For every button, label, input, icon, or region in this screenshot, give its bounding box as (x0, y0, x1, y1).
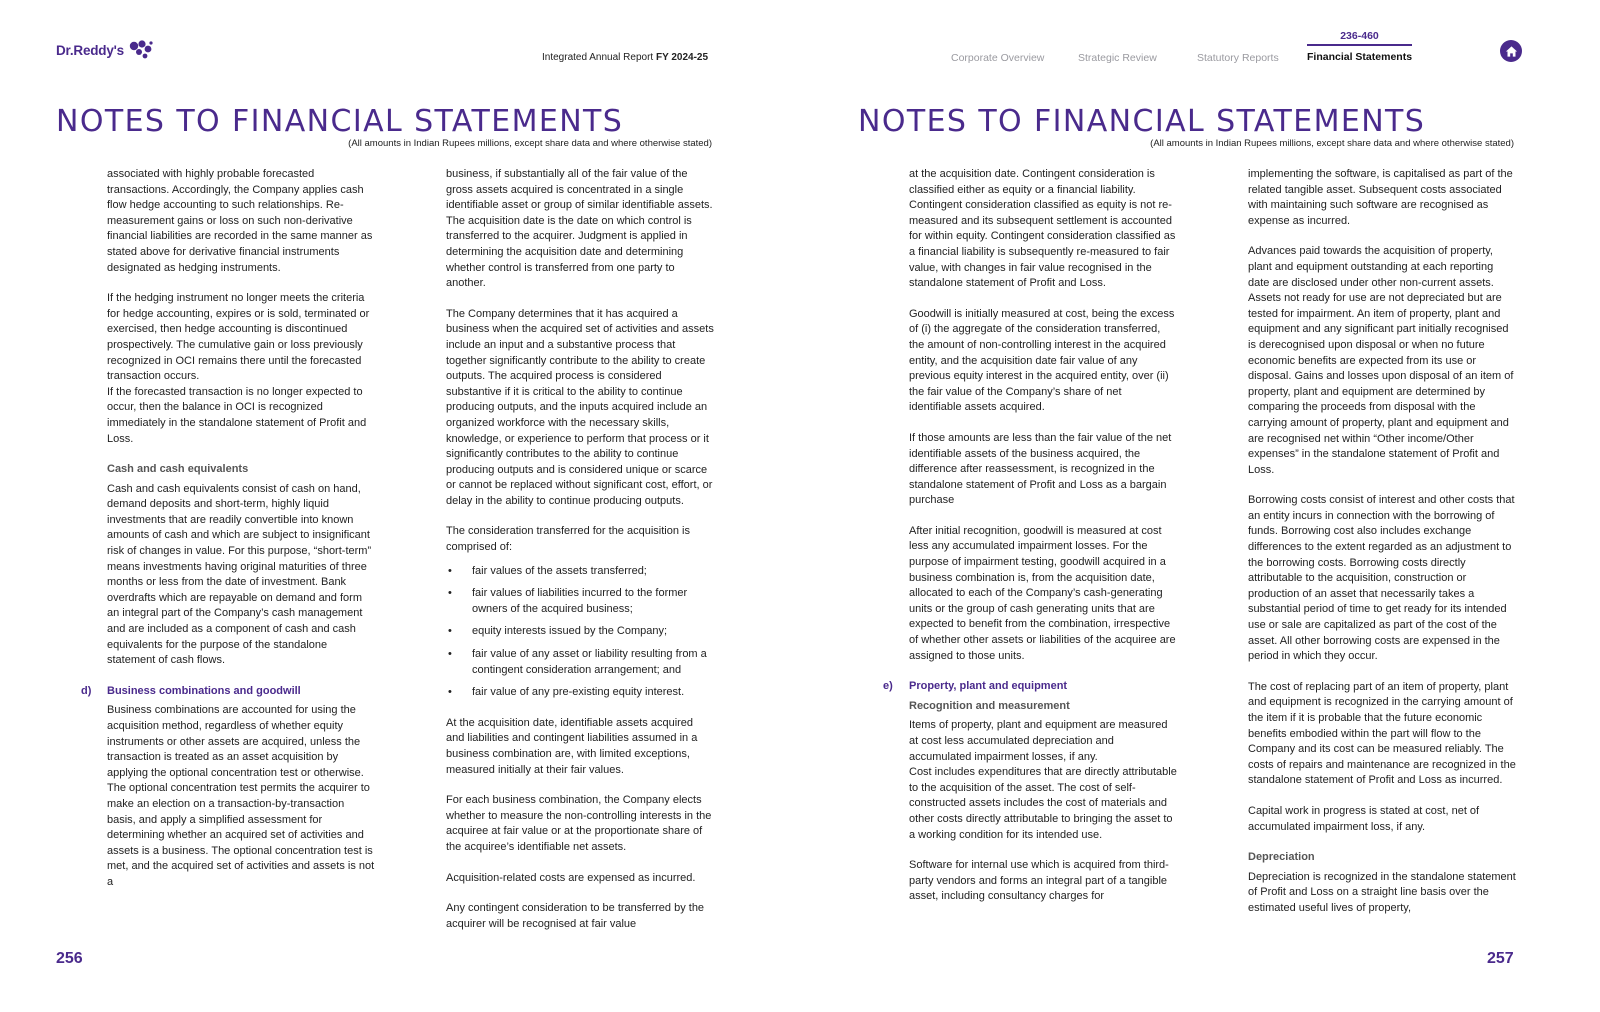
paragraph: The consideration transferred for the acquisition is comprised of: (446, 525, 690, 554)
subheading-cash-equivalents: Cash and cash equivalents (107, 463, 249, 476)
paragraph: If the hedging instrument no longer meets the criteria for hedge accounting, expires or is sold, terminated or exercised, then hedge accounting is discontinued prospectively. The cumulative gain or loss previously recognized in OCI remains there until the forecasted transaction occurs. (107, 292, 370, 383)
paragraph: at the acquisition date. Contingent consideration is classified either as equity or a financial liability. Contingent consideration classified as equity is not re-measured and its subsequent settlement is accounted for within equity. Contingent consideration classified as a financial liability is subsequently re-measured to fair value, with changes in fair value recognised in the standalone statement of Profit and Loss. (909, 168, 1176, 290)
nav-active-label: Financial Statements (1307, 51, 1413, 63)
column-3 (883, 167, 1177, 920)
paragraph: Goodwill is initially measured at cost, being the excess of (i) the aggregate of the consideration transferred, the amount of non-controlling interest in the acquired entity, and the acquisition date fair value of any previous equity interest in the acquired entity, over (ii) the fair value of the Company’s share of net identifiable assets acquired. (909, 307, 1175, 414)
paragraph: Items of property, plant and equipment are measured at cost less accumulated depreciation and accumulated impairment losses, if any. (909, 719, 1168, 763)
paragraph: Depreciation is recognized in the standalone statement of Profit and Loss on a straight line basis over the estimated useful lives of property, (1248, 870, 1516, 914)
paragraph: At the acquisition date, identifiable assets acquired and liabilities and contingent liabilities assumed in a business combination are, with limited exceptions, measured initially at their fair values. (446, 716, 698, 776)
section-title: Property, plant and equipment (909, 680, 1068, 693)
page-number-right: 257 (1487, 950, 1514, 967)
report-title-prefix: Integrated Annual Report (542, 52, 656, 63)
paragraph: implementing the software, is capitalised as part of the related tangible asset. Subsequent costs associated with maintaining such software are recognised as expense as incurred. (1248, 168, 1513, 227)
list-item: • fair values of liabilities incurred to the former owners of the acquired business; (446, 586, 714, 617)
paragraph: After initial recognition, goodwill is measured at cost less any accumulated impairment losses. For the purpose of impairment testing, goodwill acquired in a business combination is, from the acquisition date, allocated to each of the Company’s cash-generating units or the group of cash generating units that are expected to benefit from the combination, irrespective of whether other assets or liabilities of the acquiree are assigned to those units. (909, 524, 1176, 662)
paragraph: business, if substantially all of the fair value of the gross assets acquired is concentrated in a single identifiable asset or group of similar identifiable assets. The acquisition date is the date on which control is transferred to the acquirer. Judgment is applied in determining the acquisition date and determining whether control is transferred from one party to another. (446, 168, 713, 290)
nav-corporate-overview[interactable]: Corporate Overview (951, 52, 1045, 64)
paragraph: Acquisition-related costs are expensed as incurred. (446, 871, 696, 884)
nav-strategic-review[interactable]: Strategic Review (1078, 52, 1157, 64)
paragraph: Borrowing costs consist of interest and other costs that an entity incurs in connection with the borrowing of funds. Borrowing cost also includes exchange differences to the extent regarded as an adjustment to the borrowing costs. Borrowing costs directly attributable to the acquisition, construction or production of an asset that necessarily takes a substantial period of time to get ready for its intended use or sale are capitalized as part of the cost of the asset. All other borrowing costs are expensed in the period in which they occur. (1248, 494, 1515, 663)
logo-text: Dr.Reddy's (56, 42, 124, 58)
subheading-recognition: Recognition and measurement (909, 699, 1070, 712)
list-item: • fair value of any pre-existing equity interest. (446, 685, 714, 701)
page-heading-right: NOTES TO FINANCIAL STATEMENTS (858, 104, 1426, 139)
section-heading-ppe (883, 679, 1177, 695)
home-icon (1505, 45, 1518, 58)
page-subheading-right: (All amounts in Indian Rupees millions, except share data and where otherwise stated) (1150, 138, 1514, 149)
paragraph: Advances paid towards the acquisition of property, plant and equipment outstanding at each reporting date are disclosed under other non-current assets. Assets not ready for use are not depreciated but are tested for impairment. An item of property, plant and equipment and any significant part initially recognised is derecognised upon disposal or when no future economic benefits are expected from its use or disposal. Gains and losses upon disposal of an item of property, plant and equipment are determined by comparing the proceeds from disposal with the carrying amount of property, plant and equipment and are recognised net within “Other income/Other expenses” in the standalone statement of Profit and Loss. (1248, 245, 1514, 476)
list-item: • equity interests issued by the Company; (446, 624, 714, 640)
section-letter: e) (883, 680, 893, 693)
paragraph: The cost of replacing part of an item of property, plant and equipment is recognized in the carrying amount of the item if it is probable that the future economic benefits embodied within the part will flow to the Company and its cost can be measured reliably. The costs of repairs and maintenance are recognized in the standalone statement of Profit and Loss as incurred. (1248, 680, 1516, 787)
home-button[interactable] (1500, 40, 1522, 62)
paragraph: If those amounts are less than the fair value of the net identifiable assets of the business acquired, the difference after reassessment, is recognized in the standalone statement of Profit and Loss as a bargain purchase (909, 431, 1172, 507)
paragraph: For each business combination, the Company elects whether to measure the non-controlling interests in the acquiree at fair value or at the proportionate share of the acquiree’s identifiable net assets. (446, 794, 712, 853)
column-2 (446, 167, 714, 947)
list-item: • fair value of any asset or liability resulting from a contingent consideration arrangement; and (446, 647, 714, 678)
section-letter: d) (81, 684, 92, 697)
page-subheading-left: (All amounts in Indian Rupees millions, except share data and where otherwise stated) (348, 138, 712, 149)
report-title-year: FY 2024-25 (655, 52, 709, 63)
consideration-list (446, 564, 714, 701)
paragraph: Business combinations are accounted for using the acquisition method, regardless of whether equity instruments or other assets are acquired, unless the transaction is treated as an asset acquisition by applying the optional concentration test or otherwise. The optional concentration test permits the acquirer to make an election on a transaction-by-transaction basis, and apply a simplified assessment for determining whether an acquired set of activities and assets is a business. The optional concentration test is met, and the acquired set of activities and assets is not a (107, 704, 375, 888)
paragraph: Capital work in progress is stated at cost, net of accumulated impairment loss, if any. (1248, 804, 1480, 833)
subheading-depreciation: Depreciation (1248, 851, 1315, 864)
list-item: • fair values of the assets transferred; (446, 564, 714, 580)
paragraph: Cash and cash equivalents consist of cash on hand, demand deposits and short-term, highly liquid investments that are readily convertible into known amounts of cash and which are subject to insignificant risk of changes in value. For this purpose, “short-term” means investments having original maturities of three months or less from the date of investment. Bank overdrafts which are repayable on demand and form an integral part of the Company’s cash management and are included as a component of cash and cash equivalents for the purpose of the standalone statement of cash flows. (107, 482, 372, 667)
nav-financial-statements[interactable] (1307, 30, 1412, 63)
paragraph: The Company determines that it has acquired a business when the acquired set of activities and assets include an input and a substantive process that together significantly contribute to the ability to create outputs. The acquired process is considered substantive if it is critical to the ability to continue producing outputs, and the inputs acquired include an organized workforce with the necessary skills, knowledge, or experience to perform that process or it significantly contributes to the ability to continue producing outputs and is considered unique or scarce or cannot be replaced without significant cost, effort, or delay in the ability to continue producing outputs. (446, 307, 714, 507)
paragraph: Any contingent consideration to be transferred by the acquirer will be recognised at fair value (446, 902, 705, 930)
column-1 (81, 167, 375, 906)
page-number-left: 256 (56, 950, 83, 967)
page-heading-left: NOTES TO FINANCIAL STATEMENTS (56, 104, 624, 139)
section-heading-business-combinations (81, 684, 375, 700)
nav-page-range: 236-460 (1307, 30, 1412, 46)
paragraph: If the forecasted transaction is no longer expected to occur, then the balance in OCI is recognized immediately in the standalone statement of Profit and Loss. (107, 385, 367, 445)
nav-statutory-reports[interactable]: Statutory Reports (1197, 52, 1279, 64)
paragraph: Software for internal use which is acquired from third-party vendors and forms an integral part of a tangible asset, including consultancy charges for (909, 859, 1169, 903)
paragraph: associated with highly probable forecasted transactions. Accordingly, the Company applies cash flow hedge accounting to such relationships. Re-measurement gains or loss on such non-derivative financial liabilities are recorded in the same manner as stated above for derivative financial instruments designated as hedging instruments. (107, 168, 373, 274)
paragraph: Cost includes expenditures that are directly attributable to the acquisition of the asset. The cost of self-constructed assets includes the cost of materials and other costs directly attributable to bringing the asset to a working condition for its intended use. (909, 766, 1177, 841)
section-title: Business combinations and goodwill (107, 684, 301, 697)
column-4 (1248, 167, 1516, 932)
